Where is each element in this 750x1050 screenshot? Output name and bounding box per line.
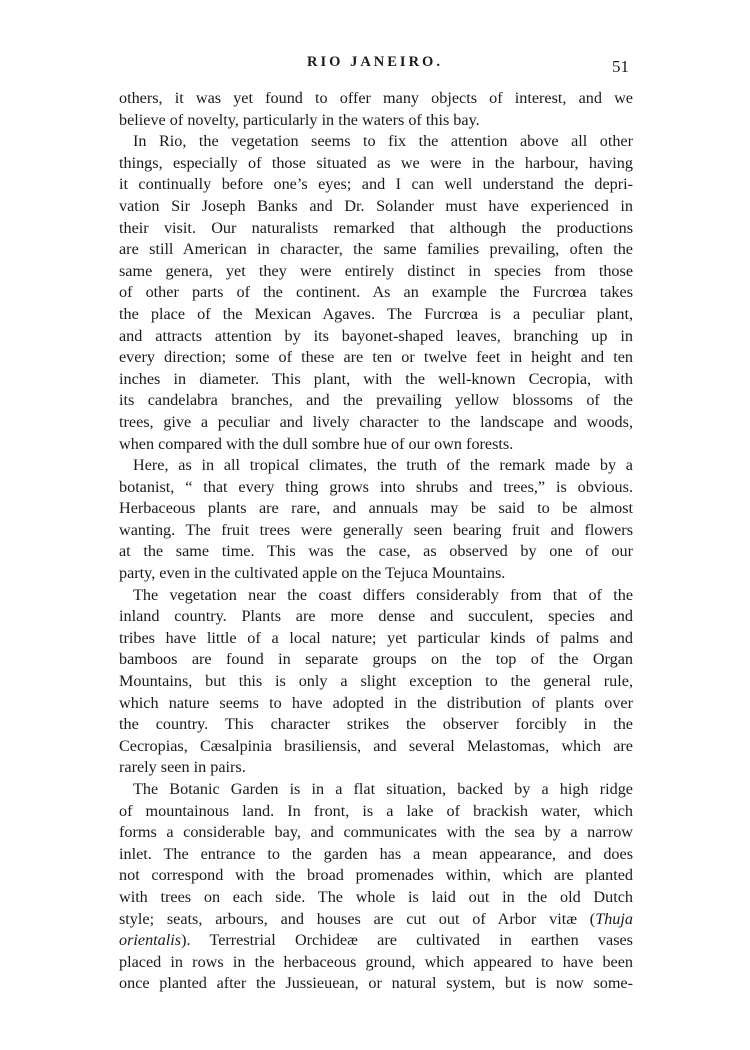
text-line: inches in diameter. This plant, with the well-known Cecropia, with xyxy=(119,369,633,388)
text-line: when compared with the dull sombre hue of our own forests. xyxy=(119,434,514,453)
text-line: rarely seen in pairs. xyxy=(119,758,246,777)
text-line: are still American in character, the same families prevailing, often the xyxy=(119,240,633,259)
text-line: with trees on each side. The whole is laid out in the old Dutch xyxy=(119,887,633,906)
text-line: Here, as in all tropical climates, the truth of the remark made by a xyxy=(133,456,633,475)
text-line: the country. This character strikes the observer forcibly in the xyxy=(119,715,633,734)
page-number: 51 xyxy=(612,57,629,76)
text-line: placed in rows in the herbaceous ground, which appeared to have been xyxy=(119,952,633,971)
text-line: which nature seems to have adopted in the distribution of plants over xyxy=(119,693,633,712)
text-line: not correspond with the broad promenades within, which are planted xyxy=(119,866,633,885)
text-line: once planted after the Jussieuean, or natural system, but is now some- xyxy=(119,974,633,993)
text-line: The Botanic Garden is in a flat situation, backed by a high ridge xyxy=(133,780,633,798)
italic-term: orientalis xyxy=(119,931,182,950)
text-line: of mountainous land. In front, is a lake of brackish water, which xyxy=(119,801,633,820)
text-line: inlet. The entrance to the garden has a mean appearance, and does xyxy=(119,844,633,863)
text-line: believe of novelty, particularly in the waters of this bay. xyxy=(119,110,480,129)
text-line-with-italics xyxy=(119,930,633,952)
paragraph-1 xyxy=(119,88,633,131)
paragraph-2 xyxy=(119,131,633,455)
running-title: RIO JANEIRO. xyxy=(307,54,443,70)
text-line: Mountains, but this is only a slight exception to the general rule, xyxy=(119,672,633,691)
paragraph-4 xyxy=(119,585,633,779)
text-line: same genera, yet they were entirely distinct in species from those xyxy=(119,261,633,280)
text-line: tribes have little of a local nature; yet particular kinds of palms and xyxy=(119,628,633,647)
body-text xyxy=(119,88,633,995)
text-line: wanting. The fruit trees were generally seen bearing fruit and flowers xyxy=(119,520,633,539)
text-line: and attracts attention by its bayonet-shaped leaves, branching up in xyxy=(119,326,633,345)
text-line: In Rio, the vegetation seems to fix the attention above all other xyxy=(133,132,633,151)
text-line: it continually before one’s eyes; and I can well understand the depri- xyxy=(119,175,633,194)
text-line: their visit. Our naturalists remarked that although the productions xyxy=(119,218,633,237)
text-line: trees, give a peculiar and lively character to the landscape and woods, xyxy=(119,412,633,431)
text-line: every direction; some of these are ten or twelve feet in height and ten xyxy=(119,348,633,367)
text-line: vation Sir Joseph Banks and Dr. Solander must have experienced in xyxy=(119,196,633,215)
text-line: inland country. Plants are more dense and succulent, species and xyxy=(119,607,633,626)
text-line: party, even in the cultivated apple on the Tejuca Mountains. xyxy=(119,564,506,583)
text-line: the place of the Mexican Agaves. The Furcrœa is a peculiar plant, xyxy=(119,304,633,323)
text-run: ). Terrestrial Orchideæ are cultivated in earthen vases xyxy=(181,931,633,950)
text-line: Herbaceous plants are rare, and annuals may be said to be almost xyxy=(119,499,633,518)
paragraph-5 xyxy=(119,779,633,995)
text-line: forms a considerable bay, and communicates with the sea by a narrow xyxy=(119,823,633,842)
text-line: things, especially of those situated as we were in the harbour, having xyxy=(119,153,633,172)
text-line-with-italics xyxy=(119,909,633,931)
text-line: Cecropias, Cæsalpinia brasiliensis, and several Melastomas, which are xyxy=(119,736,633,755)
italic-term: Thuja xyxy=(595,909,633,928)
text-run: style; seats, arbours, and houses are cut out of Arbor vitæ ( xyxy=(119,909,596,928)
text-line: others, it was yet found to offer many objects of interest, and we xyxy=(119,89,633,107)
text-line: bamboos are found in separate groups on the top of the Organ xyxy=(119,650,633,669)
text-line: of other parts of the continent. As an example the Furcrœa takes xyxy=(119,283,633,302)
text-line: botanist, “ that every thing grows into shrubs and trees,” is obvious. xyxy=(119,477,633,496)
text-line: at the same time. This was the case, as observed by one of our xyxy=(119,542,633,561)
paragraph-3 xyxy=(119,455,633,585)
text-line: its candelabra branches, and the prevailing yellow blossoms of the xyxy=(119,391,633,410)
text-line: The vegetation near the coast differs considerably from that of the xyxy=(133,585,633,604)
